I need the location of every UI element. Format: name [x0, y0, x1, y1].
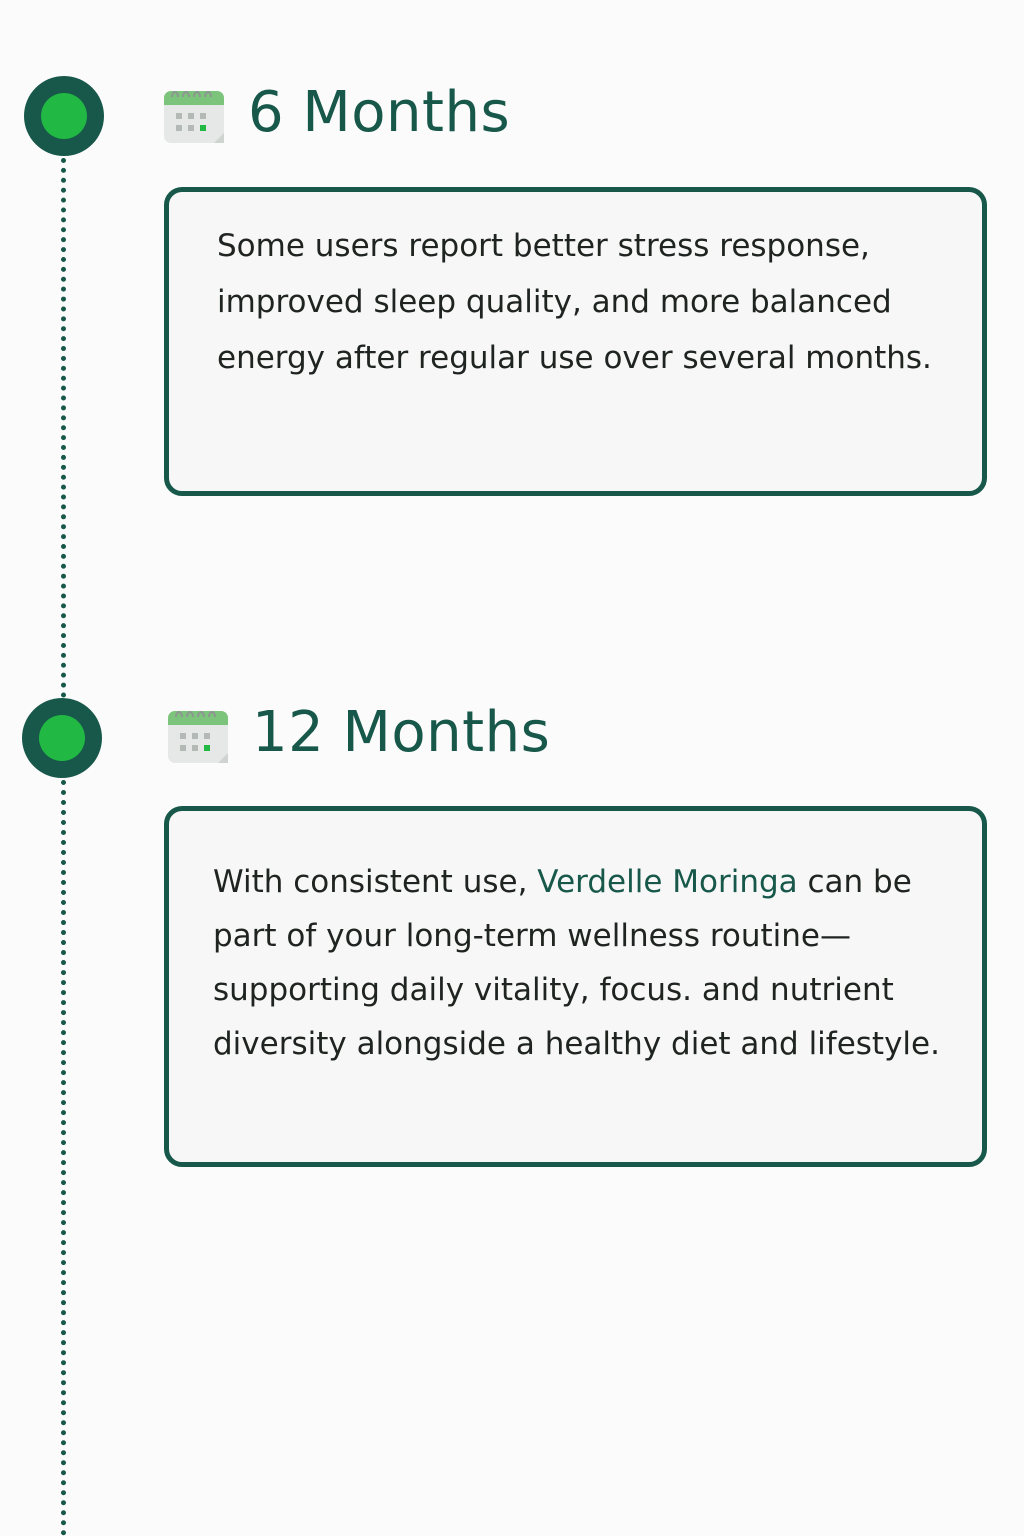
description-text: can be part of your long-term wellness routine—supporting daily vitality, focus. and nutrient diversity alongside a healthy diet and lifestyle.	[213, 864, 940, 1062]
description-text: With consistent use,	[213, 864, 538, 900]
milestone-description: Some users report better stress response, improved sleep quality, and more balanced energy after regular use over several months.	[217, 228, 932, 376]
timeline-marker	[24, 76, 104, 156]
timeline-connector	[61, 158, 66, 698]
milestone-card	[164, 806, 987, 1167]
calendar-icon	[166, 701, 230, 765]
milestone-header	[162, 78, 510, 148]
timeline-marker	[22, 698, 102, 778]
milestone-description	[213, 855, 942, 1071]
milestone-header	[166, 698, 550, 768]
calendar-icon	[162, 81, 226, 145]
timeline-connector	[61, 780, 66, 1536]
milestone-title: 6 Months	[248, 80, 511, 145]
timeline-marker-inner	[41, 93, 87, 139]
timeline-marker-inner	[39, 715, 85, 761]
milestone-card	[164, 187, 987, 496]
brand-name: Verdelle Moringa	[537, 864, 798, 900]
milestone-title: 12 Months	[252, 700, 551, 765]
